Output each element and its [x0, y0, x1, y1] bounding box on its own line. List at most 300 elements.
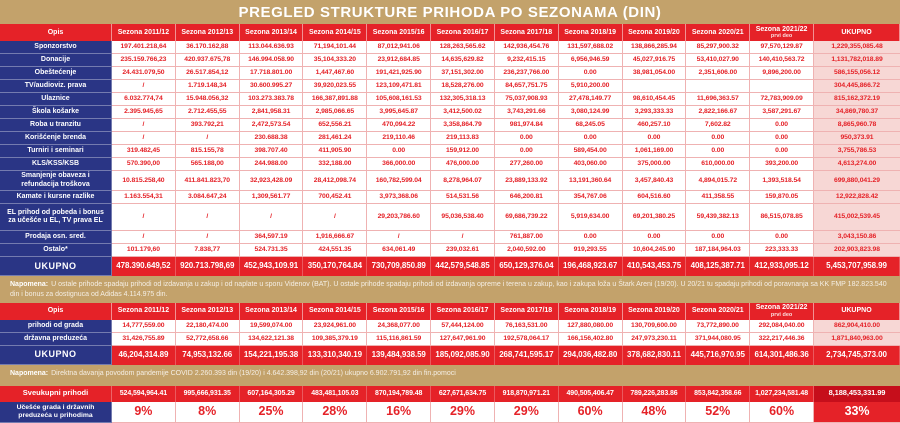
- value-cell: /: [176, 231, 240, 244]
- value-cell: 398.707.40: [240, 145, 304, 158]
- row-label-dr-avna-preduze-a: državna preduzeća: [0, 333, 112, 346]
- column-header-sezona-2011-12: Sezona 2011/12: [112, 24, 176, 41]
- value-cell: 761,887.00: [495, 231, 559, 244]
- value-cell: 29%: [431, 402, 495, 423]
- value-cell: 1.719.148,34: [176, 80, 240, 93]
- value-cell: 14,777,559.00: [112, 320, 176, 333]
- value-cell: 408,125,387.71: [686, 257, 750, 276]
- value-cell: 69,686,739.22: [495, 204, 559, 231]
- note-1-text: U ostale prihode spadaju prihodi od izdavanja u zakup i od naplate u sporu Videnov (BAT). U ostale prihode spadaju prihodi od izdavanja opreme i terena u zakup, kao i zakupa loža u Štark Areni (19/20). U 20/21 tu spadaju prihodi od poravnanja sa KK FMP 182.823.540 din i bonus za dostignuca od Adidas 4.114.975 din.: [10, 281, 887, 298]
- value-cell: 134,622,121.38: [240, 333, 304, 346]
- column-header-sezona-2016-17: Sezona 2016/17: [431, 24, 495, 41]
- row-label-ulaznice: Ulaznice: [0, 93, 112, 106]
- value-cell: 490,505,406.47: [559, 386, 623, 402]
- note-2-text: Direktna davanja povodom pandemije COVID 2.260.393 din (19/20) i 4.642.398,92 din (20/21) ukupno 6.902.791,92 din fin.pomoci: [51, 369, 456, 377]
- total-cell: 1,229,355,085.48: [814, 41, 900, 54]
- value-cell: 565.188,00: [176, 158, 240, 171]
- value-cell: 0.00: [686, 231, 750, 244]
- row-kori-enje-brenda: [0, 132, 900, 145]
- value-cell: 281,461.24: [303, 132, 367, 145]
- value-cell: 8%: [176, 402, 240, 423]
- total-cell: 5,453,707,958.99: [814, 257, 900, 276]
- value-cell: 268,741,595.17: [495, 346, 559, 365]
- value-cell: 2.395.945,65: [112, 106, 176, 119]
- column-header-sezona-2013-14: Sezona 2013/14: [240, 24, 304, 41]
- value-cell: 71,194,101.44: [303, 41, 367, 54]
- value-cell: 627,671,634.75: [431, 386, 495, 402]
- value-cell: 460,257.10: [623, 119, 687, 132]
- value-cell: 412,933,095.12: [750, 257, 814, 276]
- value-cell: 6,956,946.59: [559, 54, 623, 67]
- value-cell: 371,944,080.95: [686, 333, 750, 346]
- value-cell: 73,772,890.00: [686, 320, 750, 333]
- value-cell: 60%: [559, 402, 623, 423]
- value-cell: 39,920,023.55: [303, 80, 367, 93]
- value-cell: 26.517.854,12: [176, 67, 240, 80]
- row-ostalo: [0, 244, 900, 257]
- total-cell: 586,155,056.12: [814, 67, 900, 80]
- value-cell: 524,594,964.41: [112, 386, 176, 402]
- column-header-sezona-2016-17: Sezona 2016/17: [431, 303, 495, 320]
- value-cell: 191,421,925.90: [367, 67, 431, 80]
- value-cell: 138,866,285.94: [623, 41, 687, 54]
- column-header-sezona-2012-13: Sezona 2012/13: [176, 303, 240, 320]
- column-header-sezona-2020-21: Sezona 2020/21: [686, 303, 750, 320]
- value-cell: /: [176, 204, 240, 231]
- value-cell: 1,061,169.00: [623, 145, 687, 158]
- value-cell: 69,201,380.25: [623, 204, 687, 231]
- row-kola-ko-arke: [0, 106, 900, 119]
- total-cell: 1,131,782,018.89: [814, 54, 900, 67]
- value-cell: 244.988.00: [240, 158, 304, 171]
- value-cell: 223,333.33: [750, 244, 814, 257]
- row-label-prihodi-od-grada: prihodi od grada: [0, 320, 112, 333]
- row-label-kls-kss-ksb: KLS/KSS/KSB: [0, 158, 112, 171]
- value-cell: 3,995,645.87: [367, 106, 431, 119]
- value-cell: 115,116,861.59: [367, 333, 431, 346]
- value-cell: 3,412,500.02: [431, 106, 495, 119]
- value-cell: 0.00: [495, 132, 559, 145]
- value-cell: 919,293.55: [559, 244, 623, 257]
- page-title: PREGLED STRUKTURE PRIHODA PO SEZONAMA (DIN): [238, 3, 662, 21]
- value-cell: 478.390.649,52: [112, 257, 176, 276]
- value-cell: 0.00: [559, 67, 623, 80]
- column-header-sezona-2018-19: Sezona 2018/19: [559, 303, 623, 320]
- row-label-kori-enje-brenda: Korišćenje brenda: [0, 132, 112, 145]
- value-cell: 11,696,363.57: [686, 93, 750, 106]
- row-obe-te-enje: [0, 67, 900, 80]
- value-cell: 700,452.41: [303, 191, 367, 204]
- column-header-sezona-2011-12: Sezona 2011/12: [112, 303, 176, 320]
- total-cell: 34,869,780.37: [814, 106, 900, 119]
- value-cell: 38,981,054.00: [623, 67, 687, 80]
- value-cell: 6.032.774,74: [112, 93, 176, 106]
- total-cell: 815,162,372.19: [814, 93, 900, 106]
- row-tv-audioviz-prava: [0, 80, 900, 93]
- row-label-donacije: Donacije: [0, 54, 112, 67]
- value-cell: 319.482,45: [112, 145, 176, 158]
- value-cell: 730,709,850.89: [367, 257, 431, 276]
- value-cell: 24.431.079,50: [112, 67, 176, 80]
- value-cell: 196,468,923.67: [559, 257, 623, 276]
- value-cell: 159,912.00: [431, 145, 495, 158]
- column-header-opis: Opis: [0, 24, 112, 41]
- value-cell: 1,916,666.67: [303, 231, 367, 244]
- column-header-sezona-2020-21: Sezona 2020/21: [686, 24, 750, 41]
- value-cell: [686, 80, 750, 93]
- value-cell: 0.00: [367, 145, 431, 158]
- value-cell: 364,597.19: [240, 231, 304, 244]
- value-cell: 57,444,124.00: [431, 320, 495, 333]
- total-cell: 33%: [814, 402, 900, 423]
- value-cell: 393.792,21: [176, 119, 240, 132]
- value-cell: 607,164,305.29: [240, 386, 304, 402]
- value-cell: 2,040,592.00: [495, 244, 559, 257]
- value-cell: 84,657,751.75: [495, 80, 559, 93]
- value-cell: 1,309,561.77: [240, 191, 304, 204]
- value-cell: 46,204,314.89: [112, 346, 176, 365]
- note-label: Napomena:: [10, 369, 49, 377]
- value-cell: 646,200.81: [495, 191, 559, 204]
- value-cell: /: [112, 119, 176, 132]
- value-cell: 15.948.056,32: [176, 93, 240, 106]
- value-cell: 75,037,908.93: [495, 93, 559, 106]
- value-cell: 59,439,382.13: [686, 204, 750, 231]
- column-header-sezona-2021-22: Sezona 2021/22 prvi deo: [750, 24, 814, 41]
- value-cell: 219,113.83: [431, 132, 495, 145]
- column-header-sezona-2012-13: Sezona 2012/13: [176, 24, 240, 41]
- value-cell: 610,000.00: [686, 158, 750, 171]
- row-label-ukupno: UKUPNO: [0, 257, 112, 276]
- value-cell: 95,036,538.40: [431, 204, 495, 231]
- value-cell: 127,880,080.00: [559, 320, 623, 333]
- value-cell: 292,084,040.00: [750, 320, 814, 333]
- value-cell: 815.155,78: [176, 145, 240, 158]
- value-cell: 442,579,548.85: [431, 257, 495, 276]
- row-label-obe-te-enje: Obeštećenje: [0, 67, 112, 80]
- value-cell: 650,129,376.04: [495, 257, 559, 276]
- value-cell: 332,188.00: [303, 158, 367, 171]
- value-cell: 29%: [495, 402, 559, 423]
- column-header-sezona-2019-20: Sezona 2019/20: [623, 303, 687, 320]
- table1-revenue-structure: [0, 41, 900, 276]
- value-cell: 28%: [303, 402, 367, 423]
- value-cell: 410,543,453.75: [623, 257, 687, 276]
- value-cell: 109,385,379.19: [303, 333, 367, 346]
- table1-header: [0, 24, 900, 41]
- value-cell: 105,608,161.53: [367, 93, 431, 106]
- value-cell: 25%: [240, 402, 304, 423]
- value-cell: 5,919,634.00: [559, 204, 623, 231]
- value-cell: 3,457,840.43: [623, 171, 687, 191]
- value-cell: 9%: [112, 402, 176, 423]
- value-cell: /: [367, 231, 431, 244]
- row-label-roba-u-tranzitu: Roba u tranzitu: [0, 119, 112, 132]
- total-cell: 699,880,041.29: [814, 171, 900, 191]
- value-cell: 76,163,531.00: [495, 320, 559, 333]
- value-cell: 652,556.21: [303, 119, 367, 132]
- value-cell: 236,237,766.00: [495, 67, 559, 80]
- value-cell: 18,528,276.00: [431, 80, 495, 93]
- total-cell: 304,445,866.72: [814, 80, 900, 93]
- note-1: [0, 276, 900, 303]
- value-cell: 16%: [367, 402, 431, 423]
- value-cell: 53,410,027.90: [686, 54, 750, 67]
- value-cell: 130,709,600.00: [623, 320, 687, 333]
- value-cell: 0.00: [623, 132, 687, 145]
- total-cell: 8,188,453,331.99: [814, 386, 900, 402]
- value-cell: [623, 80, 687, 93]
- column-header-total: UKUPNO: [814, 303, 900, 320]
- value-cell: 35,104,333.20: [303, 54, 367, 67]
- value-cell: 68,245.05: [559, 119, 623, 132]
- table3-grand-totals: [0, 386, 900, 423]
- value-cell: 375,000.00: [623, 158, 687, 171]
- value-cell: 160,782,599.04: [367, 171, 431, 191]
- row-label-u-e-e-grada-i-dr-avnih-preduze-a-u-prihodima: Učešće grada i državnih preduzeća u prihodima: [0, 402, 112, 423]
- column-header-sezona-2013-14: Sezona 2013/14: [240, 303, 304, 320]
- value-cell: 103.273.383.78: [240, 93, 304, 106]
- row-smanjenje-obaveza-i-refundacija-tro-kova: [0, 171, 900, 191]
- value-cell: 32,923,428.09: [240, 171, 304, 191]
- value-cell: 411,358.55: [686, 191, 750, 204]
- value-cell: 10,604,245.90: [623, 244, 687, 257]
- row-ukupno: [0, 346, 900, 365]
- column-header-sezona-2019-20: Sezona 2019/20: [623, 24, 687, 41]
- value-cell: 277,260.00: [495, 158, 559, 171]
- value-cell: 23,924,961.00: [303, 320, 367, 333]
- value-cell: 4,894,015.72: [686, 171, 750, 191]
- value-cell: 995,666,931.35: [176, 386, 240, 402]
- total-cell: 862,904,410.00: [814, 320, 900, 333]
- value-cell: 97,570,129.87: [750, 41, 814, 54]
- value-cell: /: [176, 132, 240, 145]
- value-cell: 37,151,302.00: [431, 67, 495, 80]
- value-cell: 424,551.35: [303, 244, 367, 257]
- column-header-sezona-2015-16: Sezona 2015/16: [367, 303, 431, 320]
- total-cell: 12,922,828.42: [814, 191, 900, 204]
- value-cell: 354,767.06: [559, 191, 623, 204]
- note-label: Napomena:: [10, 281, 49, 288]
- row-ulaznice: [0, 93, 900, 106]
- column-header-sezona-2018-19: Sezona 2018/19: [559, 24, 623, 41]
- value-cell: 981,974.84: [495, 119, 559, 132]
- note-2: [0, 365, 900, 386]
- value-cell: 570.390,00: [112, 158, 176, 171]
- row-label-kamate-i-kursne-razlike: Kamate i kursne razlike: [0, 191, 112, 204]
- total-cell: 415,002,539.45: [814, 204, 900, 231]
- value-cell: 166,387,891.88: [303, 93, 367, 106]
- value-cell: 30.600.995.27: [240, 80, 304, 93]
- value-cell: 2,472,573.54: [240, 119, 304, 132]
- value-cell: 14,635,629.82: [431, 54, 495, 67]
- column-header-sezona-2014-15: Sezona 2014/15: [303, 303, 367, 320]
- value-cell: 127,647,961.90: [431, 333, 495, 346]
- value-cell: 29,203,786.60: [367, 204, 431, 231]
- value-cell: 470,094.22: [367, 119, 431, 132]
- row-roba-u-tranzitu: [0, 119, 900, 132]
- value-cell: 514,531.56: [431, 191, 495, 204]
- value-cell: 589,454.00: [559, 145, 623, 158]
- total-cell: 3,043,150.86: [814, 231, 900, 244]
- value-cell: 23,912,684.85: [367, 54, 431, 67]
- value-cell: 0.00: [750, 132, 814, 145]
- value-cell: 8,278,964.07: [431, 171, 495, 191]
- total-cell: 8,865,960.78: [814, 119, 900, 132]
- table2-city-state-revenue: [0, 320, 900, 365]
- value-cell: 87,012,941.06: [367, 41, 431, 54]
- column-header-sezona-2021-22: Sezona 2021/22 prvi deo: [750, 303, 814, 320]
- value-cell: 219,110.46: [367, 132, 431, 145]
- row-label-kola-ko-arke: Škola košarke: [0, 106, 112, 119]
- value-cell: 0.00: [686, 132, 750, 145]
- column-header-opis: Opis: [0, 303, 112, 320]
- value-cell: 393,200.00: [750, 158, 814, 171]
- value-cell: 604,516.60: [623, 191, 687, 204]
- value-cell: 13,191,360.64: [559, 171, 623, 191]
- value-cell: 322,217,446.36: [750, 333, 814, 346]
- total-cell: 1,871,840,963.00: [814, 333, 900, 346]
- value-cell: /: [112, 231, 176, 244]
- value-cell: 113.044.636.93: [240, 41, 304, 54]
- value-cell: 7,602.82: [686, 119, 750, 132]
- value-cell: 853,842,358.66: [686, 386, 750, 402]
- value-cell: 411.841.823,70: [176, 171, 240, 191]
- value-cell: 22,180,474.00: [176, 320, 240, 333]
- value-cell: 2,841,958.31: [240, 106, 304, 119]
- value-cell: 187,184,964.03: [686, 244, 750, 257]
- value-cell: 19,599,074.00: [240, 320, 304, 333]
- value-cell: 2.712.455,55: [176, 106, 240, 119]
- value-cell: 142,936,454.76: [495, 41, 559, 54]
- column-header-total: UKUPNO: [814, 24, 900, 41]
- value-cell: [750, 80, 814, 93]
- row-label-ukupno: UKUPNO: [0, 346, 112, 365]
- value-cell: 27,478,149.77: [559, 93, 623, 106]
- value-cell: 294,036,482.80: [559, 346, 623, 365]
- value-cell: 1,027,234,581.48: [750, 386, 814, 402]
- value-cell: 870,194,789.48: [367, 386, 431, 402]
- value-cell: 9,896,200.00: [750, 67, 814, 80]
- value-cell: 1.163.554,31: [112, 191, 176, 204]
- row-label-tv-audioviz-prava: TV/audioviz. prava: [0, 80, 112, 93]
- value-cell: 128,263,565.62: [431, 41, 495, 54]
- value-cell: 0.00: [686, 145, 750, 158]
- value-cell: 159,870.05: [750, 191, 814, 204]
- row-label-smanjenje-obaveza-i-refundacija-tro-kova: Smanjenje obaveza i refundacija troškova: [0, 171, 112, 191]
- total-cell: 2,734,745,373.00: [814, 346, 900, 365]
- value-cell: 10.815.258,40: [112, 171, 176, 191]
- row-label-sveukupni-prihodi: Sveukupni prihodi: [0, 386, 112, 402]
- value-cell: 239,032.61: [431, 244, 495, 257]
- row-label-ostalo: Ostalo*: [0, 244, 112, 257]
- value-cell: 3,358,864.79: [431, 119, 495, 132]
- row-ukupno: [0, 257, 900, 276]
- column-header-sezona-2017-18: Sezona 2017/18: [495, 24, 559, 41]
- value-cell: 52,772,658.66: [176, 333, 240, 346]
- value-cell: 192,578,064.17: [495, 333, 559, 346]
- column-header-sub-label: prvi deo: [770, 33, 793, 40]
- value-cell: 0.00: [750, 145, 814, 158]
- value-cell: 378,682,830.11: [623, 346, 687, 365]
- row-el-prihod-od-pobeda-i-bonus-za-u-e-e-u-el-tv-prava-el: [0, 204, 900, 231]
- row-sponzorstvo: [0, 41, 900, 54]
- value-cell: /: [112, 80, 176, 93]
- value-cell: 1,447,467.60: [303, 67, 367, 80]
- value-cell: 139,484,938.59: [367, 346, 431, 365]
- row-prodaja-osn-sred: [0, 231, 900, 244]
- row-sveukupni-prihodi: [0, 386, 900, 402]
- value-cell: /: [240, 204, 304, 231]
- value-cell: /: [303, 204, 367, 231]
- value-cell: 98,610,454.45: [623, 93, 687, 106]
- value-cell: 101.179,60: [112, 244, 176, 257]
- value-cell: 476,000.00: [431, 158, 495, 171]
- value-cell: 17.718.801.00: [240, 67, 304, 80]
- value-cell: 403,060.00: [559, 158, 623, 171]
- value-cell: 918,870,971.21: [495, 386, 559, 402]
- value-cell: 131,597,688.02: [559, 41, 623, 54]
- value-cell: 445,716,970.95: [686, 346, 750, 365]
- row-donacije: [0, 54, 900, 67]
- value-cell: 452,943,109.91: [240, 257, 304, 276]
- table2-header: [0, 303, 900, 320]
- column-header-sub-label: prvi deo: [770, 311, 793, 318]
- value-cell: 420.937.675,78: [176, 54, 240, 67]
- row-label-prodaja-osn-sred: Prodaja osn. sred.: [0, 231, 112, 244]
- value-cell: 86,515,078.85: [750, 204, 814, 231]
- row-turniri-i-seminari: [0, 145, 900, 158]
- value-cell: 2,822,166.67: [686, 106, 750, 119]
- value-cell: 3,080,124.99: [559, 106, 623, 119]
- value-cell: 36.170.162,88: [176, 41, 240, 54]
- value-cell: 3.084.647,24: [176, 191, 240, 204]
- column-header-sezona-2017-18: Sezona 2017/18: [495, 303, 559, 320]
- value-cell: 52%: [686, 402, 750, 423]
- value-cell: 235.159.766,23: [112, 54, 176, 67]
- value-cell: /: [112, 132, 176, 145]
- value-cell: 0.00: [495, 145, 559, 158]
- value-cell: 920.713.798,69: [176, 257, 240, 276]
- value-cell: 166,156,402.80: [559, 333, 623, 346]
- column-header-sezona-2014-15: Sezona 2014/15: [303, 24, 367, 41]
- value-cell: 154,221,195.38: [240, 346, 304, 365]
- row-u-e-e-grada-i-dr-avnih-preduze-a-u-prihodima: [0, 402, 900, 423]
- value-cell: 7.838,77: [176, 244, 240, 257]
- value-cell: 24,368,077.00: [367, 320, 431, 333]
- value-cell: 230.688.38: [240, 132, 304, 145]
- value-cell: 0.00: [623, 231, 687, 244]
- value-cell: 634,061.49: [367, 244, 431, 257]
- value-cell: 0.00: [750, 119, 814, 132]
- value-cell: 9,232,415.15: [495, 54, 559, 67]
- value-cell: 28,412,098.74: [303, 171, 367, 191]
- value-cell: 140,410,563.72: [750, 54, 814, 67]
- total-cell: 4,613,274.00: [814, 158, 900, 171]
- value-cell: 3,973,368.06: [367, 191, 431, 204]
- value-cell: 123,109,471.81: [367, 80, 431, 93]
- value-cell: 23,889,133.92: [495, 171, 559, 191]
- value-cell: 85,297,900.32: [686, 41, 750, 54]
- value-cell: 45,027,916.75: [623, 54, 687, 67]
- value-cell: 146.994.058.90: [240, 54, 304, 67]
- value-cell: 3,293,333.33: [623, 106, 687, 119]
- row-label-turniri-i-seminari: Turniri i seminari: [0, 145, 112, 158]
- row-label-el-prihod-od-pobeda-i-bonus-za-u-e-e-u-el-tv-prava-el: EL prihod od pobeda i bonus za učešće u EL, TV prava EL: [0, 204, 112, 231]
- value-cell: 3,587,291.67: [750, 106, 814, 119]
- value-cell: 2,985,066.65: [303, 106, 367, 119]
- total-cell: 3,755,786.53: [814, 145, 900, 158]
